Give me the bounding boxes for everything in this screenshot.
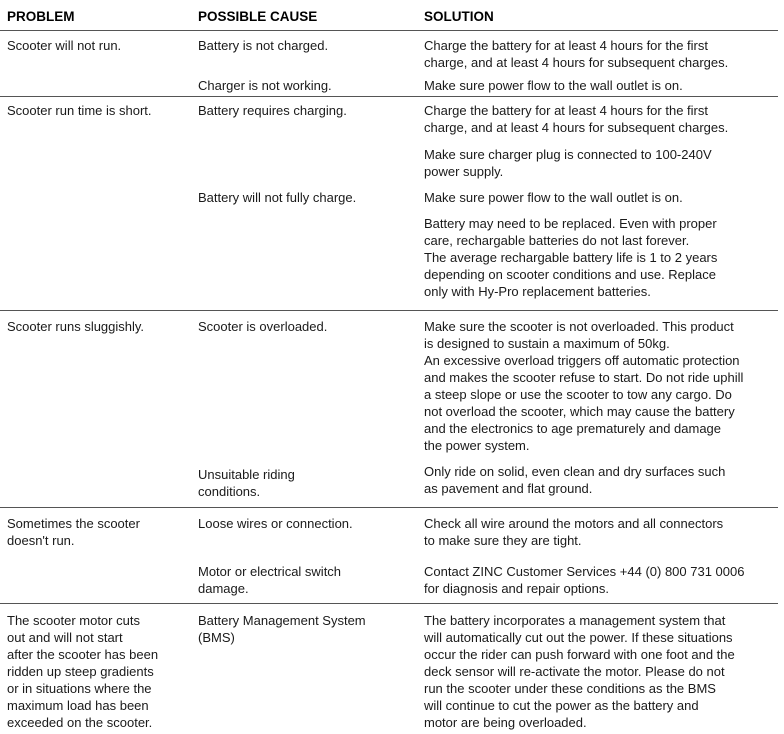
row-1-problem: Scooter will not run. <box>7 38 122 53</box>
row-2-cause-1: Battery requires charging. <box>198 103 347 118</box>
row-5-problem: The scooter motor cuts out and will not start after the scooter has been ridden up steep gradients or in situations where the maximum load has been exceeded on the scooter. <box>7 613 159 730</box>
row-2-cause-2: Battery will not fully charge. <box>198 190 357 205</box>
row-divider <box>0 507 778 508</box>
row-5-cause-1: Battery Management System (BMS) <box>198 613 366 645</box>
row-divider <box>0 310 778 311</box>
header-problem: PROBLEM <box>7 9 75 24</box>
row-1-cause-2: Charger is not working. <box>198 78 332 93</box>
row-divider <box>0 96 778 97</box>
row-3-cause-1: Scooter is overloaded. <box>198 319 328 334</box>
row-divider <box>0 603 778 604</box>
row-2-cause-1-solution-2: Make sure charger plug is connected to 100-240V power supply. <box>424 147 712 179</box>
row-5-cause-1-solution-1: The battery incorporates a management system that will automatically cut out the power. If these situations occur the rider can push forward with one foot and the deck sensor will re-activate the motor. Please do not run the scooter under these conditions as the BMS will continue to cut the power as the battery and motor are being overloaded. <box>424 613 735 730</box>
row-2-problem: Scooter run time is short. <box>7 103 152 118</box>
row-2-cause-1-solution-1: Charge the battery for at least 4 hours for the first charge, and at least 4 hours for subsequent charges. <box>424 103 729 135</box>
row-3-cause-2: Unsuitable riding conditions. <box>198 467 295 499</box>
row-3-cause-2-solution-1: Only ride on solid, even clean and dry surfaces such as pavement and flat ground. <box>424 464 726 496</box>
row-4-problem: Sometimes the scooter doesn't run. <box>7 516 140 548</box>
row-4-cause-2-solution-1: Contact ZINC Customer Services +44 (0) 800 731 0006 for diagnosis and repair options. <box>424 564 745 596</box>
header-divider <box>0 30 778 31</box>
row-3-cause-1-solution-1: Make sure the scooter is not overloaded. This product is designed to sustain a maximum of 50kg. An excessive overload triggers off automatic protection and makes the scooter refuse to start. Do not ride uphill a steep slope or use the scooter to tow any cargo. Do not overload the scooter, which may cause the battery and the electronics to age prematurely and damage the power system. <box>424 319 744 453</box>
row-2-cause-2-solution-2: Battery may need to be replaced. Even with proper care, rechargable batteries do not last forever. The average rechargable battery life is 1 to 2 years depending on scooter conditions and use. Replace only with Hy-Pro replacement batteries. <box>424 216 718 299</box>
row-3-problem: Scooter runs sluggishly. <box>7 319 145 334</box>
row-1-cause-1: Battery is not charged. <box>198 38 329 53</box>
row-1-cause-1-solution-1: Charge the battery for at least 4 hours for the first charge, and at least 4 hours for subsequent charges. <box>424 38 729 70</box>
header-possible-cause: POSSIBLE CAUSE <box>198 9 318 24</box>
row-2-cause-2-solution-1: Make sure power flow to the wall outlet is on. <box>424 190 683 205</box>
row-4-cause-2: Motor or electrical switch damage. <box>198 564 342 596</box>
row-4-cause-1: Loose wires or connection. <box>198 516 353 531</box>
header-solution: SOLUTION <box>424 9 494 24</box>
row-1-cause-2-solution-1: Make sure power flow to the wall outlet is on. <box>424 78 683 93</box>
row-4-cause-1-solution-1: Check all wire around the motors and all connectors to make sure they are tight. <box>424 516 724 548</box>
